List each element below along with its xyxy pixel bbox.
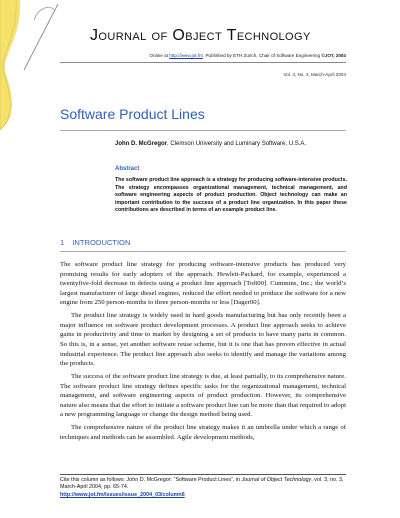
author-affiliation: , Clemson University and Luminary Software, U.S.A. <box>167 141 307 147</box>
citation-link[interactable]: http://www.jot.fm/issues/issue_2004_03/column6 <box>60 491 185 498</box>
header-divider <box>60 62 346 63</box>
section-divider <box>60 251 346 252</box>
citation-journal: Journal of Object Technology <box>241 477 312 483</box>
author-name: John D. McGregor <box>115 141 168 147</box>
citation-divider <box>60 474 346 475</box>
body-paragraph: The software product line strategy for producing software-intensive products has produced very promising results for early adopters of the approach. Hewlett-Packard, for example, experienced a twentyfive-fold decrease in defects using a product line approach [Toft00]. Cummins, Inc.; the world’s largest manufacturer of large diesel engines, reduced the effort needed to produce the software for a new engine from 250 person-months to three person-months or less [Dager00]. <box>60 261 346 307</box>
paper-title: Software Product Lines <box>60 106 205 122</box>
abstract-text: The software product line approach is a strategy for producing software-intensive products. The strategy encompasses organizational management, technical management, and software engineering aspects of product production. Object technology can make an important contribution to the success of a product line organization. In this paper these contributions are described in terms of an example product line. <box>115 177 347 214</box>
section-number: 1 <box>60 238 65 247</box>
citation-prefix: Cite this column as follows: John D. McGregor: “Software Product Lines”, in <box>60 477 242 483</box>
logo-graphic <box>0 0 60 130</box>
section-heading <box>60 238 130 247</box>
citation-box <box>60 477 350 499</box>
volume-info: Vol. 3, No. 3, March-April 2004 <box>283 72 346 77</box>
body-paragraph: The success of the software product line strategy is due, at least partially, to its comprehensive nature. The software product line strategy defines specific tasks for the organizational management, technical management, and software engineering aspects of product production. However, its comprehensive nature also means that the effort to initiate a software product line can be more than that required to adopt a new programming language or change the design method being used. <box>60 372 346 419</box>
jot-website-link[interactable]: http://www.jot.fm <box>169 53 203 58</box>
author-line <box>115 141 306 147</box>
abstract-heading: Abstract <box>115 166 140 172</box>
online-publication-line <box>150 53 346 58</box>
title-divider <box>60 130 346 131</box>
body-paragraph: The comprehensive nature of the product line strategy makes it an umbrella under which a range of techniques and methods can be assembled. Agile development methods, <box>60 424 346 441</box>
online-suffix: . Published by ETH Zurich, Chair of Software Engineering <box>202 53 322 58</box>
section-title: INTRODUCTION <box>72 238 131 247</box>
journal-logo <box>0 0 60 130</box>
logo-stroke-line <box>24 4 58 70</box>
citation-details: , vol. 3, no. 3, March-April 2004, pp. 65-74. <box>60 477 344 491</box>
body-text <box>60 260 346 445</box>
body-paragraph: The product line strategy is widely used in hard goods manufacturing but has only recently been a major influence on software product development processes. A product line approach seeks to achieve gains in productivity and time to market by designing a set of products to have many parts in common. So this is, in a sense, yet another software reuse scheme, but it is one that has proven effective in actual industrial experience. The product line approach also seeks to identify and manage the variations among the products. <box>60 312 346 368</box>
journal-title: Journal of Object Technology <box>90 27 311 44</box>
online-prefix: Online at <box>149 53 170 58</box>
copyright-label: ©JOT, 2004 <box>321 53 346 58</box>
